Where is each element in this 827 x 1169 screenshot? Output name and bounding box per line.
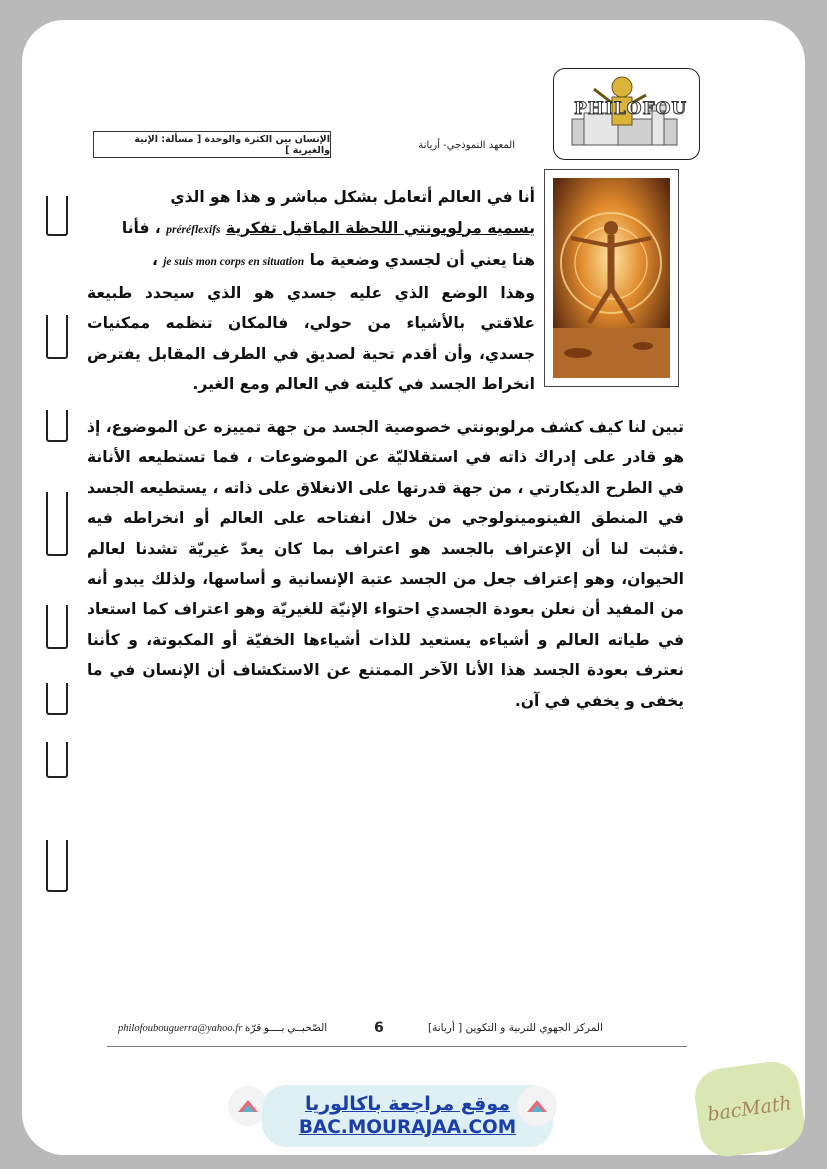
bacmath-watermark: bacMath: [691, 1058, 807, 1160]
vitruvian-man-image: [553, 178, 670, 378]
p1-line2-end: ، فأنا: [121, 218, 161, 237]
p1-line2: يسميه مرلوبونتي اللحظة الماقبل تفكرية: [225, 218, 535, 237]
banner-arabic[interactable]: موقع مراجعة باكالوريا: [304, 1093, 511, 1115]
p1-rest: وهذا الوضع الذي عليه جسدي هو الذي سيحدد طبيعة علاقتي بالأشياء من حولي، فالمكان تنظمه ممكنيات جسدي، وأن أقدم تحية لصديق في الطرف المقابل يفترض انخراط الجسد في كليته في العالم ومع الغير.: [87, 283, 535, 393]
term-situation: je suis mon corps en situation: [163, 256, 305, 268]
lesson-title: الإنسان بين الكثرة والوحدة [ مسألة: الإنية والغيرية ]: [134, 133, 330, 156]
page-number: 6: [374, 1020, 384, 1036]
site-banner[interactable]: [262, 1085, 553, 1147]
banner-url[interactable]: BAC.MOURAJAA.COM: [298, 1117, 517, 1138]
margin-decoration: [46, 0, 66, 1169]
p1-line3: هنا يعني أن لجسدي وضعية ما: [309, 251, 535, 269]
philofou-logo: [553, 68, 700, 160]
institution-label: المعهد النموذجي- أريانة: [418, 140, 515, 151]
paragraph-1: [87, 182, 535, 400]
footer-divider: [107, 1046, 687, 1047]
footer-institution: المركز الجهوي للتربية و التكوين [ أريانة]: [428, 1022, 603, 1034]
email-text: philofoubouguerra@yahoo.fr: [118, 1023, 243, 1034]
figure-frame: [544, 169, 679, 387]
term-prereflexive: préréflexifs: [166, 223, 221, 236]
p1-line3-end: ،: [151, 251, 158, 269]
footer-email: [118, 1022, 327, 1034]
lesson-title-box: [93, 131, 331, 158]
p1-line1: أنا في العالم أتعامل بشكل مباشر و هذا هو الذي: [170, 188, 535, 206]
paragraph-2: تبين لنا كيف كشف مرلوبونتي خصوصية الجسد من جهة تمييزه عن الموضوع، إذ هو قادر على إدراك ذاته في استقلاليّة عن الموضوعات ، فما تستطيعه الأنانة في الطرح الديكارتي ، من جهة قدرتها على الانغلاق على ذاته ، يستطيعه الجسد في المنطق الفينومينولوجي من خلال انفتاحه على العالم أو انخراطه فيه .فثبت لنا أن الإعتراف بالجسد هو اعتراف بما كان يعدّ غيريّة تشدنا لعالم الحيوان، وهو إعتراف جعل من الجسد عتبة الإنسانية و أساسها، ولذلك يبدو أنه من المفيد أن نعلن بعودة الجسدي احتواء الإنيّة للغيريّة وهو اعتراف كما استعاد في طياته العالم و أشياءه يستعيد للذات أشياءها الخفيّة أو المكبوتة، و كأننا نعترف بعودة الجسد هذا الأنا الآخر الممتنع عن الاستكشاف أن الإنسان في ما يخفى و يخفي في آن.: [87, 418, 684, 710]
right-badge-icon: [517, 1086, 557, 1126]
logo-text: PHILOFOU: [574, 99, 688, 119]
author-name: الصّحبــي بــــو قرّة: [244, 1023, 328, 1034]
